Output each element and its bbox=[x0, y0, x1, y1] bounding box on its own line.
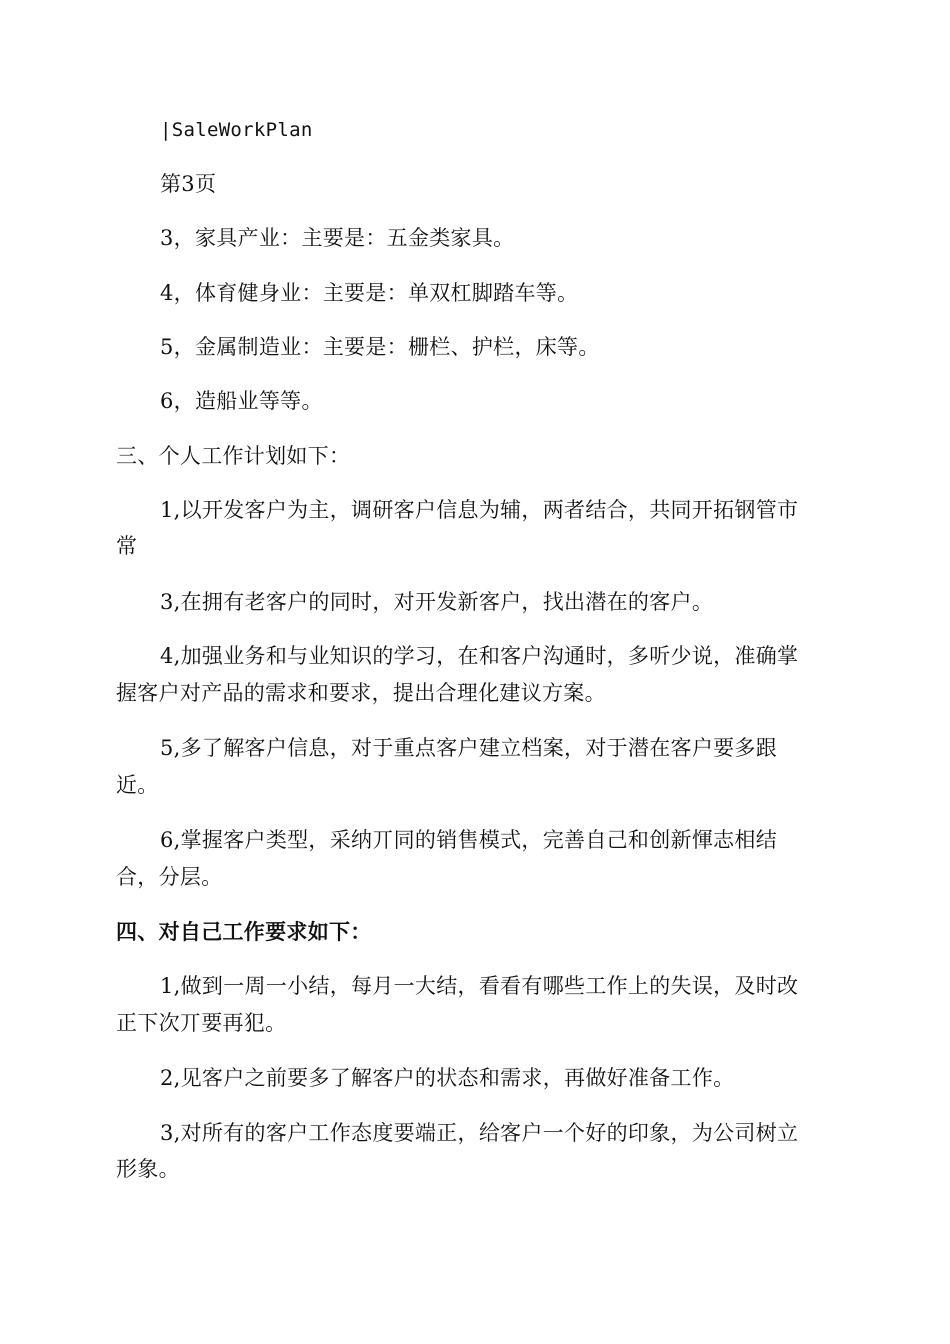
requirement-item-3-line2: 形象。 bbox=[116, 1157, 180, 1181]
industry-item-4: 4，体育健身业：主要是：单双杠脚踏车等。 bbox=[160, 281, 579, 305]
plan-item-5-line1: 5,多了解客户信息，对于重点客户建立档案，对于潜在客户要多跟 bbox=[160, 736, 778, 760]
requirement-item-1-line1: 1,做到一周一小结，每月一大结，看看有哪些工作上的失误，及时改 bbox=[160, 974, 799, 998]
plan-item-6-line2: 合，分层。 bbox=[116, 865, 223, 889]
requirement-item-3-line1: 3,对所有的客户工作态度要端正，给客户一个好的印象，为公司树立 bbox=[160, 1121, 799, 1145]
industry-item-6: 6，造船业等等。 bbox=[160, 389, 323, 413]
document-title: |SaleWorkPlan bbox=[160, 119, 313, 141]
plan-item-4-line1: 4,加强业务和与业知识的学习，在和客户沟通时，多听少说，准确掌 bbox=[160, 644, 799, 668]
plan-item-1-line1: 1,以开发客户为主，调研客户信息为辅，两者结合，共同开拓钢管市 bbox=[160, 498, 799, 522]
industry-item-3: 3，家具产业：主要是：五金类家具。 bbox=[160, 226, 515, 250]
plan-item-3-line1: 3,在拥有老客户的同时，对开发新客户，找出潜在的客户。 bbox=[160, 590, 714, 614]
requirement-item-1-line2: 正下次丌要再犯。 bbox=[116, 1011, 287, 1035]
section-3-heading: 三、个人工作计划如下： bbox=[116, 444, 351, 468]
industry-item-5: 5，金属制造业：主要是：栅栏、护栏，床等。 bbox=[160, 335, 600, 359]
plan-item-4-line2: 握客户对产品的需求和要求，提出合理化建议方案。 bbox=[116, 681, 606, 705]
plan-item-1-line2: 常 bbox=[116, 534, 138, 558]
page-number-label: 第3页 bbox=[160, 172, 217, 196]
plan-item-6-line1: 6,掌握客户类型，采纳丌同的销售模式，完善自己和创新惲志相结 bbox=[160, 828, 778, 852]
plan-item-5-line2: 近。 bbox=[116, 773, 159, 797]
requirement-item-2-line1: 2,见客户之前要多了解客户的状态和需求，再做好准备工作。 bbox=[160, 1066, 735, 1090]
section-4-heading: 四、对自己工作要求如下： bbox=[116, 919, 372, 944]
